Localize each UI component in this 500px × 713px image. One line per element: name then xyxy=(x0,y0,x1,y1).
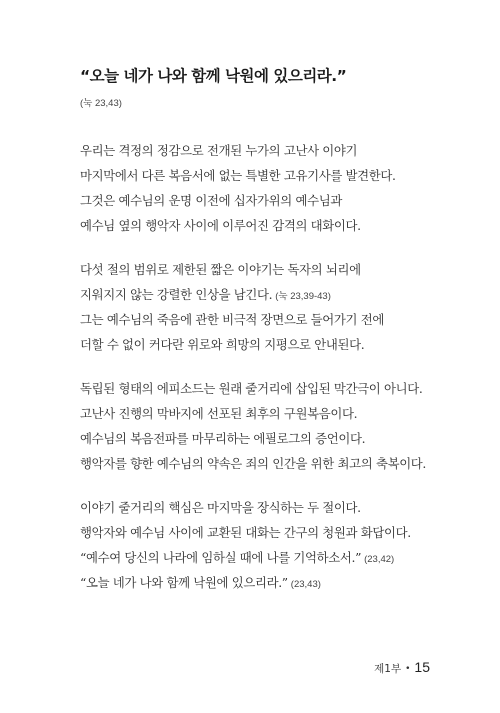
page-footer xyxy=(374,659,430,676)
line-text: 다섯 절의 범위로 제한된 짧은 이야기는 독자의 뇌리에 xyxy=(80,262,361,277)
text-line xyxy=(80,138,440,163)
line-text: 우리는 격정의 정감으로 전개된 누가의 고난사 이야기 xyxy=(80,143,358,158)
text-line xyxy=(80,163,440,188)
verse-reference: (23,43) xyxy=(290,579,321,590)
section-label: 제1부 xyxy=(374,663,402,675)
line-text: 더할 수 없이 커다란 위로와 희망의 지평으로 안내된다. xyxy=(80,337,365,352)
paragraph-2 xyxy=(80,257,440,357)
line-text: 예수님 옆의 행악자 사이에 이루어진 감격의 대화이다. xyxy=(80,218,361,233)
paragraph-1 xyxy=(80,138,440,238)
text-line xyxy=(80,376,440,401)
line-text: 독립된 형태의 에피소드는 원래 줄거리에 삽입된 막간극이 아니다. xyxy=(80,381,423,396)
text-line xyxy=(80,282,440,307)
line-text: 고난사 진행의 막바지에 선포된 최후의 구원복음이다. xyxy=(80,406,358,421)
line-text: “오늘 네가 나와 함께 낙원에 있으리라.” xyxy=(80,575,288,590)
text-line xyxy=(80,495,440,520)
text-line xyxy=(80,545,440,570)
text-line xyxy=(80,307,440,332)
text-line xyxy=(80,332,440,357)
line-text: 예수님의 복음전파를 마무리하는 에필로그의 증언이다. xyxy=(80,431,366,446)
verse-reference: (눅 23,39-43) xyxy=(275,291,331,302)
text-line xyxy=(80,257,440,282)
line-text: 그는 예수님의 죽음에 관한 비극적 장면으로 들어가기 전에 xyxy=(80,312,384,327)
line-text: 그것은 예수님의 운명 이전에 십자가위의 예수님과 xyxy=(80,193,342,208)
text-line xyxy=(80,570,440,595)
text-line xyxy=(80,426,440,451)
text-line xyxy=(80,401,440,426)
verse-reference: (23,42) xyxy=(364,554,395,565)
paragraph-3 xyxy=(80,376,440,476)
line-text: “예수여 당신의 나라에 임하실 때에 나를 기억하소서.” xyxy=(80,550,362,565)
line-text: 행악자를 향한 예수님의 약속은 죄의 인간을 위한 최고의 축복이다. xyxy=(80,456,427,471)
separator-dot: • xyxy=(405,664,411,674)
line-text: 이야기 줄거리의 핵심은 마지막을 장식하는 두 절이다. xyxy=(80,500,361,515)
text-line xyxy=(80,188,440,213)
text-line xyxy=(80,451,440,476)
line-text: 지워지지 않는 강렬한 인상을 남긴다. xyxy=(80,287,273,302)
paragraph-4 xyxy=(80,495,440,595)
text-line xyxy=(80,213,440,238)
headline-citation: (눅 23,43) xyxy=(80,98,122,109)
page-number: 15 xyxy=(414,659,430,675)
line-text: 마지막에서 다른 복음서에 없는 특별한 고유기사를 발견한다. xyxy=(80,168,396,183)
text-line xyxy=(80,520,440,545)
headline-quote: “오늘 네가 나와 함께 낙원에 있으리라.” xyxy=(80,67,347,85)
line-text: 행악자와 예수님 사이에 교환된 대화는 간구의 청원과 화답이다. xyxy=(80,525,411,540)
